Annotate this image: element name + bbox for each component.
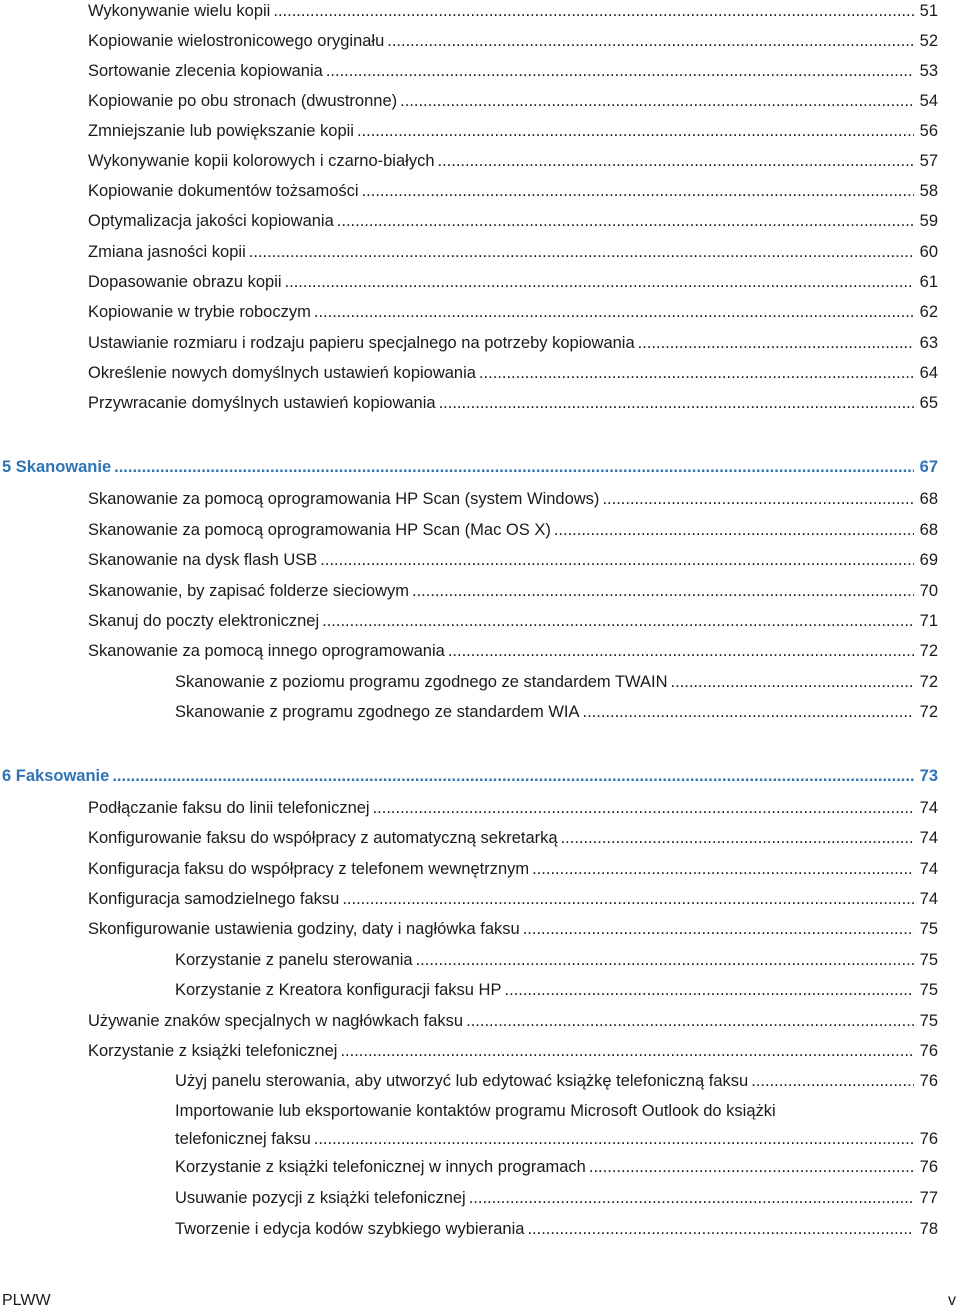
- toc-page-number: 74: [919, 799, 938, 817]
- dot-leader: [751, 1070, 914, 1092]
- toc-entry[interactable]: [88, 549, 938, 571]
- toc-page-number: 75: [919, 951, 938, 969]
- dot-leader: [527, 1218, 914, 1240]
- toc-page-number: 76: [919, 1072, 938, 1090]
- toc-entry-title-continued: telefonicznej faksu: [175, 1130, 311, 1148]
- toc-entry-title: Konfiguracja samodzielnego faksu: [88, 890, 340, 908]
- toc-entry[interactable]: [88, 241, 938, 263]
- toc-entry-title: Skanowanie za pomocą oprogramowania HP Scan (Mac OS X): [88, 521, 551, 539]
- toc-entry-title: Korzystanie z książki telefonicznej: [88, 1042, 338, 1060]
- toc-entry[interactable]: [88, 610, 938, 632]
- dot-leader: [416, 949, 914, 971]
- toc-entry-title: Ustawianie rozmiaru i rodzaju papieru specjalnego na potrzeby kopiowania: [88, 334, 635, 352]
- dot-leader: [373, 797, 914, 819]
- toc-page-number: 72: [919, 642, 938, 660]
- toc-entry[interactable]: [88, 0, 938, 22]
- toc-entry-title: Zmniejszanie lub powiększanie kopii: [88, 122, 354, 140]
- toc-entry[interactable]: [88, 797, 938, 819]
- dot-leader: [322, 610, 914, 632]
- dot-leader: [112, 765, 914, 787]
- dot-leader: [561, 827, 914, 849]
- toc-page-number: 59: [919, 212, 938, 230]
- toc-page-number: 71: [919, 612, 938, 630]
- dot-leader: [438, 150, 915, 172]
- dot-leader: [337, 210, 914, 232]
- toc-entry-title: Kopiowanie po obu stronach (dwustronne): [88, 92, 398, 110]
- dot-leader: [326, 60, 914, 82]
- toc-entry[interactable]: [88, 1040, 938, 1062]
- toc-entry[interactable]: [88, 332, 938, 354]
- toc-entry[interactable]: [88, 301, 938, 323]
- toc-page-number: 72: [919, 703, 938, 721]
- toc-page-number: 75: [919, 981, 938, 999]
- toc-page-number: 60: [919, 243, 938, 261]
- toc-entry-title: Skanowanie za pomocą innego oprogramowania: [88, 642, 445, 660]
- toc-entry[interactable]: [88, 1010, 938, 1032]
- dot-leader: [466, 1010, 914, 1032]
- toc-entry[interactable]: [88, 640, 938, 662]
- toc-page-number: 76: [919, 1042, 938, 1060]
- toc-page-number: 75: [919, 1012, 938, 1030]
- dot-leader: [602, 488, 914, 510]
- toc-entry-title: Importowanie lub eksportowanie kontaktów programu Microsoft Outlook do książki: [175, 1102, 776, 1120]
- toc-entry[interactable]: [88, 150, 938, 172]
- dot-leader: [314, 1128, 914, 1150]
- dot-leader: [273, 0, 914, 22]
- dot-leader: [285, 271, 914, 293]
- toc-entry[interactable]: [88, 580, 938, 602]
- toc-entry-title: Używanie znaków specjalnych w nagłówkach faksu: [88, 1012, 464, 1030]
- dot-leader: [412, 580, 914, 602]
- toc-page-number: 53: [919, 62, 938, 80]
- toc-entry[interactable]: [175, 701, 938, 723]
- toc-page-number: 68: [919, 521, 938, 539]
- dot-leader: [114, 456, 914, 478]
- dot-leader: [362, 180, 914, 202]
- dot-leader: [314, 301, 914, 323]
- toc-entry-title: Skanuj do poczty elektronicznej: [88, 612, 320, 630]
- toc-entry[interactable]: [175, 671, 938, 693]
- dot-leader: [439, 392, 914, 414]
- toc-page-number: 62: [919, 303, 938, 321]
- dot-leader: [532, 858, 914, 880]
- toc-entry-title: Korzystanie z Kreatora konfiguracji faksu HP: [175, 981, 502, 999]
- dot-leader: [387, 30, 914, 52]
- toc-entry-title: Konfiguracja faksu do współpracy z telefonem wewnętrznym: [88, 860, 530, 878]
- toc-entry[interactable]: [175, 979, 938, 1001]
- toc-entry-title: Kopiowanie dokumentów tożsamości: [88, 182, 359, 200]
- toc-entry[interactable]: [88, 271, 938, 293]
- toc-entry-title: Kopiowanie wielostronicowego oryginału: [88, 32, 385, 50]
- toc-entry[interactable]: [175, 1187, 938, 1209]
- toc-entry[interactable]: [88, 918, 938, 940]
- toc-page-number: 63: [919, 334, 938, 352]
- toc-entry-title: Dopasowanie obrazu kopii: [88, 273, 282, 291]
- toc-entry[interactable]: [88, 392, 938, 414]
- toc-entry[interactable]: [88, 827, 938, 849]
- toc-page-number: 52: [919, 32, 938, 50]
- dot-leader: [479, 362, 914, 384]
- toc-entry[interactable]: [175, 1156, 938, 1178]
- toc-entry[interactable]: [88, 488, 938, 510]
- toc-page-number: 73: [919, 767, 938, 785]
- toc-entry[interactable]: [88, 90, 938, 112]
- toc-entry[interactable]: [88, 60, 938, 82]
- toc-entry-title: Kopiowanie w trybie roboczym: [88, 303, 311, 321]
- toc-entry[interactable]: [175, 1100, 938, 1150]
- dot-leader: [357, 120, 914, 142]
- toc-page-number: 51: [919, 2, 938, 20]
- toc-page-number: 64: [919, 364, 938, 382]
- toc-entry-title: Użyj panelu sterowania, aby utworzyć lub edytować książkę telefoniczną faksu: [175, 1072, 749, 1090]
- toc-entry-title: Sortowanie zlecenia kopiowania: [88, 62, 323, 80]
- toc-entry-title: Konfigurowanie faksu do współpracy z automatyczną sekretarką: [88, 829, 558, 847]
- toc-page-number: 69: [919, 551, 938, 569]
- toc-page-number: 68: [919, 490, 938, 508]
- dot-leader: [469, 1187, 914, 1209]
- toc-entry-title: 5 Skanowanie: [2, 458, 112, 476]
- dot-leader: [554, 519, 914, 541]
- footer-doc-code: PLWW: [2, 1292, 51, 1309]
- toc-page-number: 76: [919, 1130, 938, 1148]
- toc-page-number: 74: [919, 890, 938, 908]
- toc-entry-title: Przywracanie domyślnych ustawień kopiowania: [88, 394, 436, 412]
- toc-entry[interactable]: [88, 120, 938, 142]
- toc-entry[interactable]: [88, 888, 938, 910]
- toc-entry-title: Określenie nowych domyślnych ustawień kopiowania: [88, 364, 476, 382]
- dot-leader: [589, 1156, 914, 1178]
- toc-entry-title: Skanowanie na dysk flash USB: [88, 551, 318, 569]
- toc-page-number: 61: [919, 273, 938, 291]
- page-footer: [0, 1290, 960, 1312]
- toc-page-number: 76: [919, 1158, 938, 1176]
- toc-entry[interactable]: [88, 858, 938, 880]
- dot-leader: [638, 332, 914, 354]
- toc-page-number: 54: [919, 92, 938, 110]
- toc-page-number: 77: [919, 1189, 938, 1207]
- toc-entry-title: Korzystanie z panelu sterowania: [175, 951, 413, 969]
- toc-entry-title: Wykonywanie kopii kolorowych i czarno-białych: [88, 152, 435, 170]
- toc-entry[interactable]: [88, 30, 938, 52]
- dot-leader: [249, 241, 914, 263]
- toc-page-number: 75: [919, 920, 938, 938]
- toc-entry-title: Skanowanie za pomocą oprogramowania HP Scan (system Windows): [88, 490, 600, 508]
- toc-entry[interactable]: [175, 1218, 938, 1240]
- toc-entry-title: Optymalizacja jakości kopiowania: [88, 212, 334, 230]
- dot-leader: [523, 918, 914, 940]
- toc-entry[interactable]: [88, 519, 938, 541]
- toc-page-number: 74: [919, 829, 938, 847]
- toc-page-number: 56: [919, 122, 938, 140]
- toc-chapter-entry[interactable]: [2, 456, 938, 478]
- dot-leader: [340, 1040, 914, 1062]
- toc-page-number: 74: [919, 860, 938, 878]
- toc-entry[interactable]: [175, 1070, 938, 1092]
- toc-entry-title: Skanowanie z programu zgodnego ze standardem WIA: [175, 703, 580, 721]
- toc-entry-title: Zmiana jasności kopii: [88, 243, 246, 261]
- toc-page-number: 72: [919, 673, 938, 691]
- toc-entry-title: Tworzenie i edycja kodów szybkiego wybierania: [175, 1220, 525, 1238]
- toc-entry[interactable]: [175, 949, 938, 971]
- toc-entry-title: Skanowanie z poziomu programu zgodnego ze standardem TWAIN: [175, 673, 668, 691]
- dot-leader: [504, 979, 914, 1001]
- toc-page-number: 65: [919, 394, 938, 412]
- toc-entry[interactable]: [88, 362, 938, 384]
- toc-chapter-entry[interactable]: [2, 765, 938, 787]
- dot-leader: [671, 671, 914, 693]
- toc-entry[interactable]: [88, 210, 938, 232]
- toc-page-number: 78: [919, 1220, 938, 1238]
- toc-entry-title: Usuwanie pozycji z książki telefonicznej: [175, 1189, 466, 1207]
- toc-entry-title: Skonfigurowanie ustawienia godziny, daty i nagłówka faksu: [88, 920, 520, 938]
- toc-page-number: 67: [919, 458, 938, 476]
- toc-page-number: 70: [919, 582, 938, 600]
- dot-leader: [342, 888, 914, 910]
- dot-leader: [400, 90, 914, 112]
- dot-leader: [582, 701, 914, 723]
- toc-entry-title: Podłączanie faksu do linii telefonicznej: [88, 799, 370, 817]
- toc-entry[interactable]: [88, 180, 938, 202]
- dot-leader: [448, 640, 914, 662]
- toc-entry-title: Wykonywanie wielu kopii: [88, 2, 271, 20]
- dot-leader: [320, 549, 914, 571]
- toc-entry-title: 6 Faksowanie: [2, 767, 110, 785]
- footer-page-number: v: [948, 1292, 956, 1309]
- toc-page-number: 58: [919, 182, 938, 200]
- toc-entry-title: Korzystanie z książki telefonicznej w innych programach: [175, 1158, 586, 1176]
- toc-page-number: 57: [919, 152, 938, 170]
- toc-entry-title: Skanowanie, by zapisać folderze sieciowym: [88, 582, 409, 600]
